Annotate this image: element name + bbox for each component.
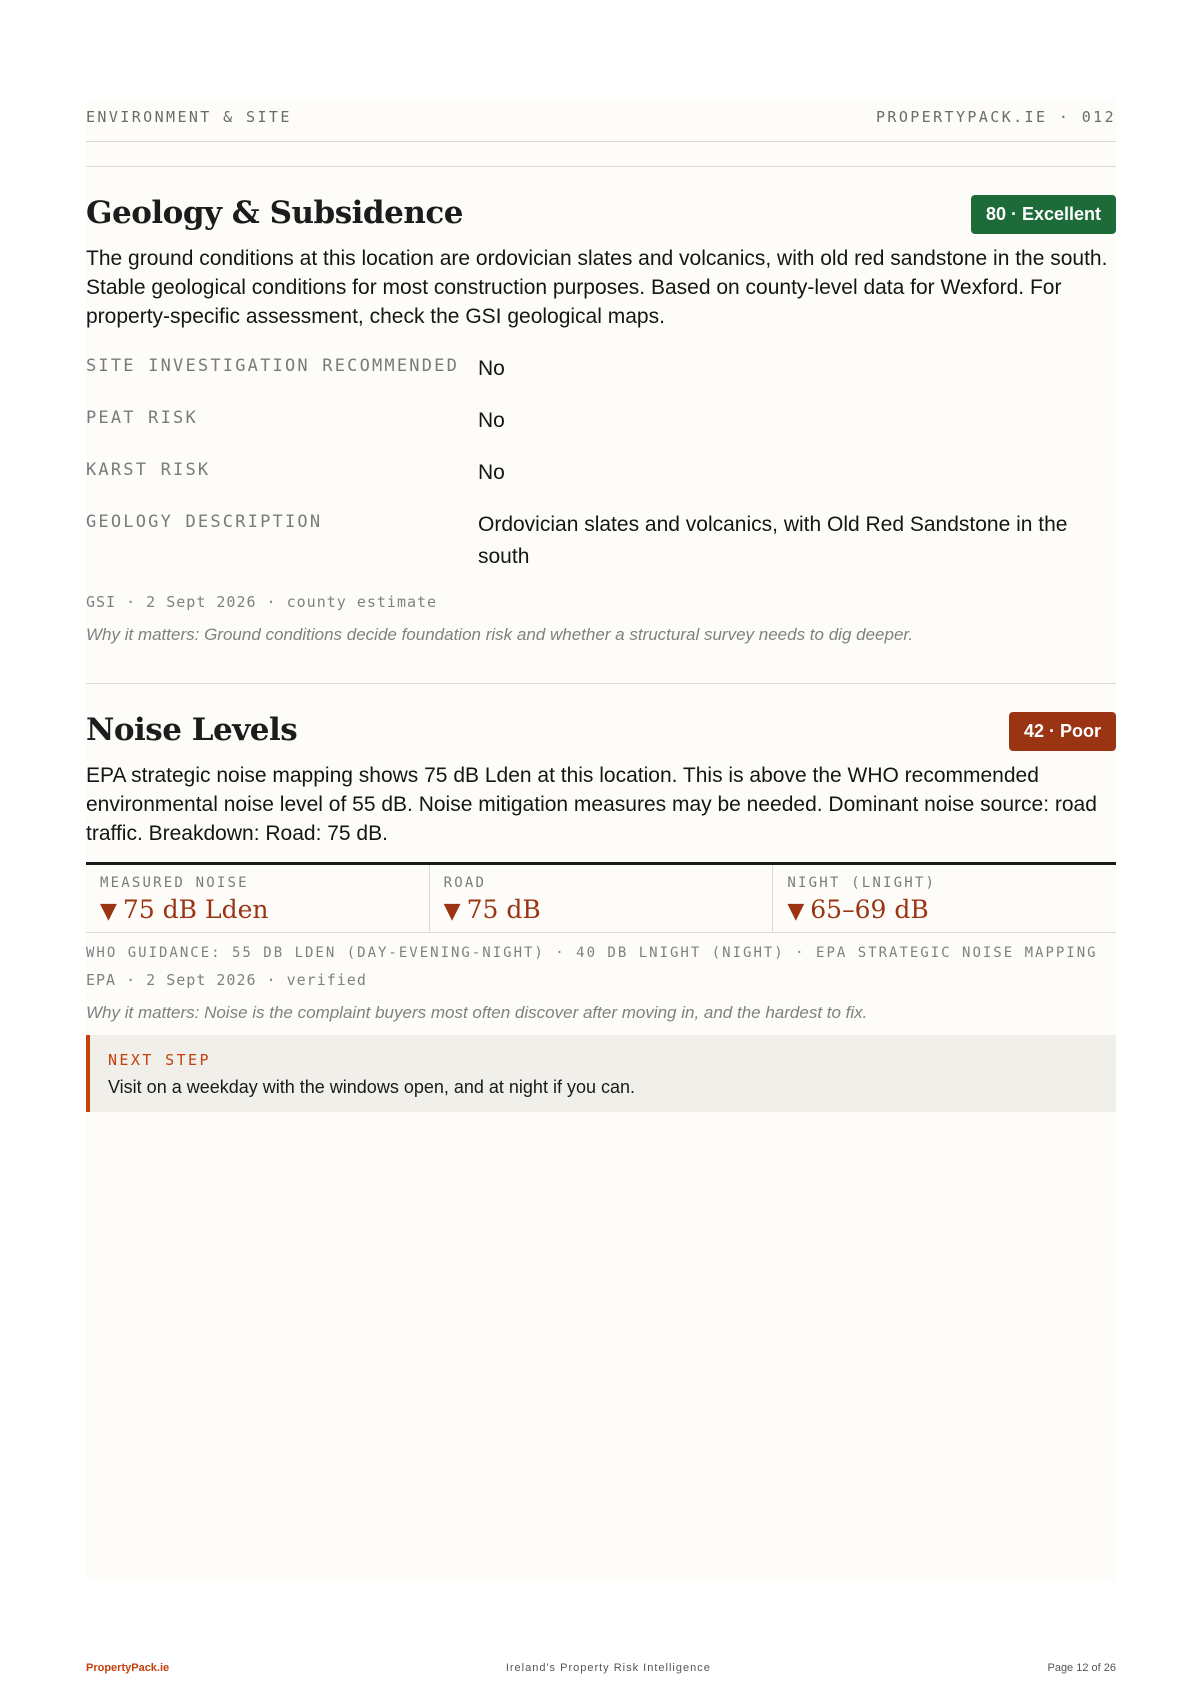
geology-score-badge: 80 · Excellent bbox=[971, 195, 1116, 234]
geology-why-it-matters: Why it matters: Ground conditions decide foundation risk and whether a structural survey needs to dig deeper. bbox=[86, 625, 914, 644]
geology-summary: The ground conditions at this location are ordovician slates and volcanics, with old red sandstone in the south. Stable geological conditions for most construction purposes. Based on county-level data for Wexford. For property-specific assessment, check the GSI geological maps. bbox=[86, 247, 1108, 328]
kv-key: KARST RISK bbox=[86, 460, 211, 480]
next-step-label: NEXT STEP bbox=[108, 1051, 211, 1069]
page-footer bbox=[86, 1662, 1116, 1674]
noise-title: Noise Levels bbox=[86, 712, 298, 748]
metric-value-text: 75 dB bbox=[466, 895, 541, 924]
metric-measured-noise bbox=[86, 865, 430, 932]
metric-label: MEASURED NOISE bbox=[100, 875, 249, 891]
metric-label: ROAD bbox=[443, 875, 487, 891]
footer-page-number: Page 12 of 26 bbox=[1047, 1662, 1116, 1674]
noise-score-badge: 42 · Poor bbox=[1009, 712, 1116, 751]
kv-row bbox=[86, 457, 1116, 489]
who-guidance: WHO GUIDANCE: 55 DB LDEN (DAY-EVENING-NIGHT) · 40 DB LNIGHT (NIGHT) · EPA STRATEGIC NOISE MAPPING bbox=[86, 945, 1098, 961]
kv-key: GEOLOGY DESCRIPTION bbox=[86, 512, 323, 532]
down-triangle-icon: ▼ bbox=[100, 899, 117, 924]
kv-key: SITE INVESTIGATION RECOMMENDED bbox=[86, 356, 460, 376]
down-triangle-icon: ▼ bbox=[443, 899, 461, 924]
kv-key: PEAT RISK bbox=[86, 408, 198, 428]
metric-value bbox=[444, 895, 759, 924]
header-brand-page: PROPERTYPACK.IE · 012 bbox=[875, 107, 1116, 126]
noise-summary: EPA strategic noise mapping shows 75 dB Lden at this location. This is above the WHO recommended environmental noise level of 55 dB. Noise mitigation measures may be needed. Dominant noise source: road traffic. Breakdown: Road: 75 dB. bbox=[86, 764, 1097, 845]
kv-value: No bbox=[478, 409, 505, 432]
metric-value-text: 75 dB Lden bbox=[122, 895, 269, 924]
geology-source: GSI · 2 Sept 2026 · county estimate bbox=[86, 593, 438, 611]
metric-night bbox=[773, 865, 1116, 932]
report-page bbox=[86, 100, 1116, 1580]
geology-title: Geology & Subsidence bbox=[86, 195, 463, 231]
metric-value bbox=[100, 895, 415, 924]
geology-section bbox=[86, 166, 1116, 645]
kv-row bbox=[86, 509, 1116, 573]
noise-why-it-matters: Why it matters: Noise is the complaint buyers most often discover after moving in, and the hardest to fix. bbox=[86, 1003, 868, 1022]
geology-header bbox=[86, 195, 1116, 234]
metric-road bbox=[430, 865, 774, 932]
noise-section bbox=[86, 683, 1116, 1112]
running-header bbox=[86, 100, 1116, 142]
metric-value-text: 65–69 dB bbox=[810, 895, 929, 924]
kv-value: No bbox=[478, 357, 505, 380]
footer-brand: PropertyPack.ie bbox=[86, 1662, 170, 1674]
down-triangle-icon: ▼ bbox=[787, 899, 805, 924]
geology-details bbox=[86, 353, 1116, 573]
noise-metrics bbox=[86, 862, 1116, 933]
noise-source: EPA · 2 Sept 2026 · verified bbox=[86, 971, 367, 989]
kv-value: No bbox=[478, 461, 505, 484]
footer-tagline: Ireland's Property Risk Intelligence bbox=[505, 1662, 711, 1674]
next-step-text: Visit on a weekday with the windows open, and at night if you can. bbox=[108, 1077, 635, 1097]
noise-header bbox=[86, 712, 1116, 751]
kv-row bbox=[86, 405, 1116, 437]
next-step-callout bbox=[86, 1035, 1116, 1112]
metric-label: NIGHT (LNIGHT) bbox=[787, 875, 937, 891]
header-section-label: ENVIRONMENT & SITE bbox=[86, 107, 292, 126]
metric-value bbox=[787, 895, 1102, 924]
kv-value: Ordovician slates and volcanics, with Old Red Sandstone in the south bbox=[478, 513, 1068, 568]
kv-row bbox=[86, 353, 1116, 385]
